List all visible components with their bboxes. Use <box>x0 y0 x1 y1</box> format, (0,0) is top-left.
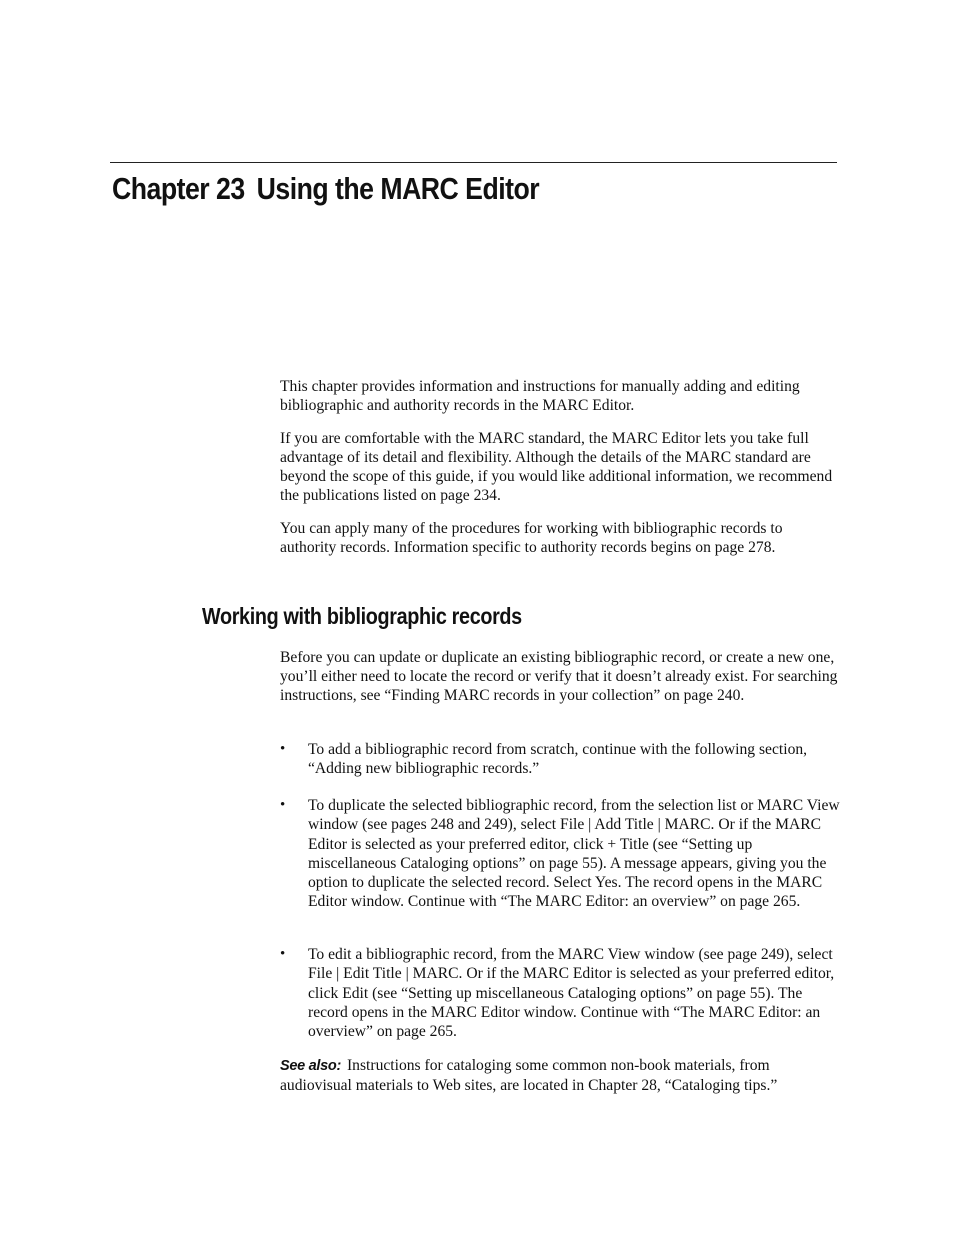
list-item-text: To edit a bibliographic record, from the MARC View window (see page 249), select File | Edit Title | MARC. Or if the MARC Editor is selected as your preferred editor, click Edit (see “Setting up miscellaneous Cataloging options” on page 55). The record opens in the MARC Editor window. Continue with “The MARC Editor: an overview” on page 265. <box>308 946 835 1041</box>
intro-paragraph-1 <box>280 377 840 415</box>
list-item-text: To add a bibliographic record from scratch, continue with the following section, “Adding new bibliographic records.” <box>308 741 808 778</box>
intro-paragraph-3 <box>280 519 840 557</box>
intro-paragraph-2 <box>280 429 840 505</box>
bullet-icon: • <box>280 797 286 813</box>
bullet-icon: • <box>280 946 286 962</box>
section-paragraph <box>280 648 840 705</box>
section-text: Before you can update or duplicate an existing bibliographic record, or create a new one, you’ll either need to locate the record or verify that it doesn’t already exist. For searching instructions, see “Finding MARC records in your collection” on page 240. <box>280 649 838 704</box>
list-item <box>280 740 840 779</box>
intro-text-3: You can apply many of the procedures for working with bibliographic records to authority records. Information specific to authority records begins on page 278. <box>280 520 783 556</box>
see-also-text: Instructions for cataloging some common non-book materials, from audiovisual materials to Web sites, are located in Chapter 28, “Cataloging tips.” <box>280 1057 778 1094</box>
intro-text-2: If you are comfortable with the MARC standard, the MARC Editor lets you take full advantage of its detail and flexibility. Although the details of the MARC standard are beyond the scope of this guide, if you would like additional information, we recommend the publications listed on page 234. <box>280 430 833 504</box>
chapter-number: Chapter 23 <box>112 171 245 206</box>
chapter-title: Using the MARC Editor <box>256 171 540 206</box>
list-item <box>280 945 840 1041</box>
list-item <box>280 796 840 912</box>
chapter-rule <box>110 162 837 163</box>
list-item-text: To duplicate the selected bibliographic record, from the selection list or MARC View window (see pages 248 and 249), select File | Add Title | MARC. Or if the MARC Editor is selected as your preferred editor, click + Title (see “Setting up miscellaneous Cataloging options” on page 55). A message appears, giving you the option to duplicate the selected record. Select Yes. The record opens in the MARC Editor window. Continue with “The MARC Editor: an overview” on page 265. <box>308 797 840 911</box>
section-heading: Working with bibliographic records <box>202 603 522 629</box>
bullet-icon: • <box>280 741 286 757</box>
see-also-paragraph <box>280 1056 840 1095</box>
see-also-label: See also: <box>280 1058 341 1074</box>
intro-text-1: This chapter provides information and instructions for manually adding and editing bibliographic and authority records in the MARC Editor. <box>280 378 800 414</box>
chapter-heading <box>112 168 539 210</box>
see-also-note <box>280 1056 840 1095</box>
